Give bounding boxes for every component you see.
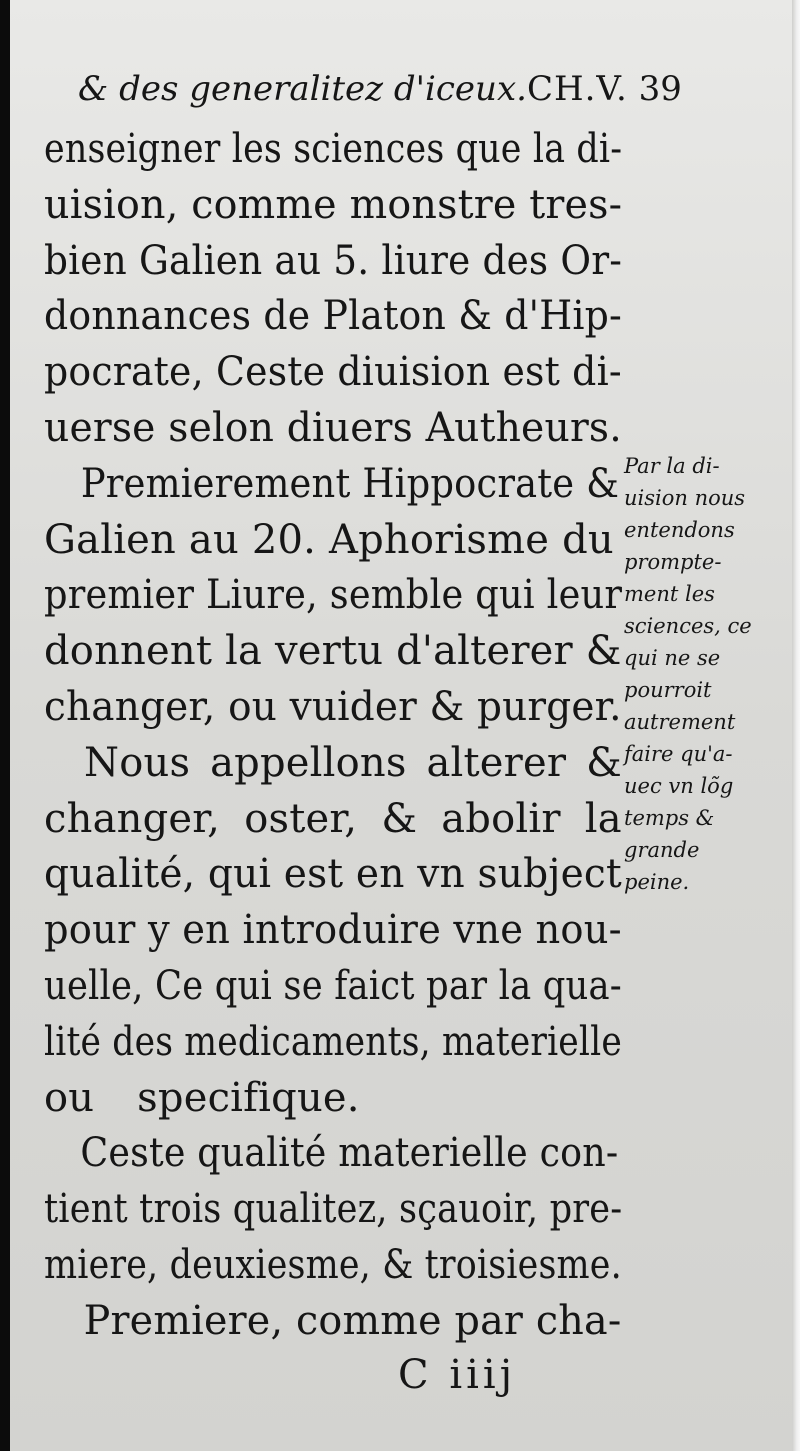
margin-note-line: temps & (624, 806, 715, 830)
margin-note-line: prompte- (624, 550, 722, 574)
text-line: Premiere, comme par cha- (83, 1297, 622, 1344)
text-line: changer, oster, & abolir la (44, 795, 622, 842)
margin-note-line: grande (624, 838, 700, 862)
text-line: Nous appellons alterer & (84, 739, 622, 786)
margin-note-line: qui ne se (624, 646, 721, 670)
text-line: uelle, Ce qui se faict par la qua- (44, 962, 622, 1009)
text-line: pour y en introduire vne nou- (44, 907, 622, 954)
main-text-block (44, 122, 622, 1350)
margin-note-line: faire qu'a- (624, 742, 733, 766)
running-head-title: & des generalitez d'iceux. (78, 69, 527, 109)
margin-note-line: uision nous (624, 486, 746, 510)
text-line: premier Liure, semble qui leur (44, 572, 623, 619)
text-line: lité des medicaments, materielle (44, 1018, 623, 1065)
signature-mark: C iiij (398, 1352, 517, 1398)
running-head-chapter: CH.V. (526, 69, 628, 109)
text-line: Galien au 20. Aphorisme du (44, 516, 614, 563)
text-line: qualité, qui est en vn subject (44, 851, 622, 898)
text-line: Premierement Hippocrate & (80, 460, 620, 507)
margin-note-line: pourroit (624, 678, 712, 702)
margin-note-line: sciences, ce (624, 614, 752, 638)
margin-note-line: ment les (624, 582, 715, 606)
text-line: uerse selon diuers Autheurs. (44, 404, 622, 451)
text-line: enseigner les sciences que la di- (44, 126, 623, 172)
text-line: pocrate, Ceste diuision est di- (44, 349, 622, 396)
page-edge-shadow (0, 0, 10, 1451)
margin-note-line: uec vn lõg (624, 774, 734, 798)
text-line: tient trois qualitez, sçauoir, pre- (44, 1186, 623, 1233)
text-line: miere, deuxiesme, & troisiesme. (44, 1241, 622, 1288)
margin-note-line: peine. (624, 870, 690, 894)
text-line: uision, comme monstre tres- (44, 181, 623, 228)
text-line: donnances de Platon & d'Hip- (44, 293, 623, 340)
margin-note-line: entendons (624, 518, 735, 542)
page-number: 39 (638, 69, 682, 109)
margin-note (624, 450, 794, 898)
running-head (78, 64, 682, 114)
text-line: donnent la vertu d'alterer & (44, 628, 622, 675)
text-line: changer, ou vuider & purger. (44, 683, 622, 730)
text-line: bien Galien au 5. liure des Or- (44, 237, 623, 284)
margin-note-line: autrement (624, 710, 736, 734)
margin-note-line: Par la di- (624, 454, 720, 478)
text-line: Ceste qualité materielle con- (80, 1130, 619, 1177)
text-line: ou specifique. (44, 1074, 360, 1121)
